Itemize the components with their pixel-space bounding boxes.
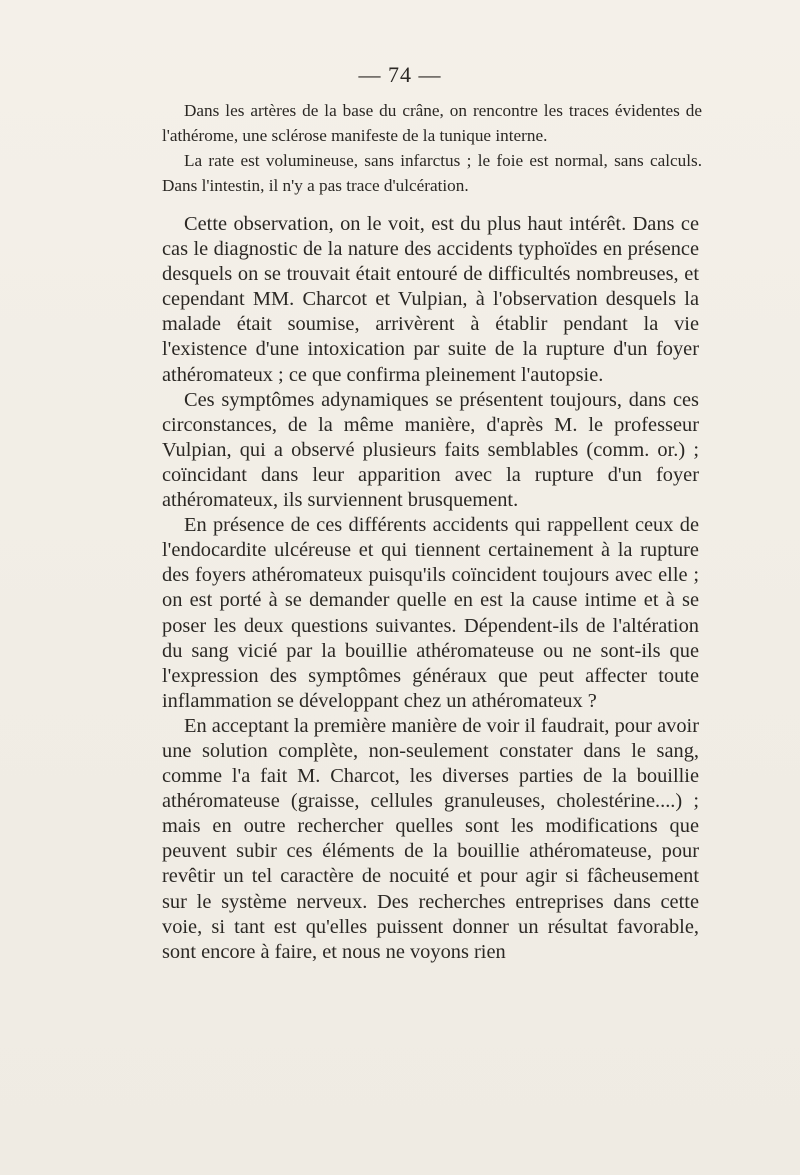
paragraph-observation-interest: Cette observation, on le voit, est du plus haut intérêt. Dans ce cas le diagnostic de la nature des accidents typhoïdes en présence desquels on se trouvait était entouré de difficultés nombreuses, et cependant MM. Charcot et Vulpian, à l'observation desquels la malade était soumise, arrivèrent à établir pendant la vie l'existence d'une intoxication par suite de la rupture d'un foyer athéromateux ; ce que confirma pleinement l'autopsie. [162, 213, 699, 386]
paragraph-two-questions: En présence de ces différents accidents qui rappellent ceux de l'endocardite ulcéreuse et qui tiennent certainement à la rupture des foyers athéromateux puisqu'ils coïncident toujours avec elle ; on est porté à se demander quelle en est la cause intime et à se poser les deux questions suivantes. Dépendent-ils de l'altération du sang vicié par la bouillie athéromateuse ou ne sont-ils que l'expression des symptômes généraux que peut affecter toute inflammation se développant chez un athéromateux ? [162, 514, 699, 712]
page-number: — 74 — [358, 62, 442, 87]
main-text [162, 212, 699, 965]
paragraph-arteries: Dans les artères de la base du crâne, on rencontre les traces évidentes de l'athérome, une sclérose manifeste de la tunique interne. [162, 101, 702, 145]
observation-notes [162, 98, 702, 198]
paragraph-adynamic-symptoms: Ces symptômes adynamiques se présentent toujours, dans ces circonstances, de la même manière, d'après M. le professeur Vulpian, qui a observé plusieurs faits semblables (comm. or.) ; coïncidant dans leur apparition avec la rupture d'un foyer athéromateux, ils surviennent brusquement. [162, 388, 699, 512]
paragraph-spleen-liver: La rate est volumineuse, sans infarctus ; le foie est normal, sans calculs. Dans l'intestin, il n'y a pas trace d'ulcération. [162, 151, 702, 195]
paragraph-first-hypothesis: En acceptant la première manière de voir il faudrait, pour avoir une solution complète, non-seulement constater dans le sang, comme l'a fait M. Charcot, les diverses parties de la bouillie athéromateuse (graisse, cellules granuleuses, cholestérine....) ; mais en outre rechercher quelles sont les modifications que peuvent subir ces éléments de la bouillie athéromateuse, pour revêtir un tel caractère de nocuité et pour agir si fâcheusement sur le système nerveux. Des recherches entreprises dans cette voie, si tant est qu'elles puissent donner un résultat favorable, sont encore à faire, et nous ne voyons rien [162, 714, 699, 963]
